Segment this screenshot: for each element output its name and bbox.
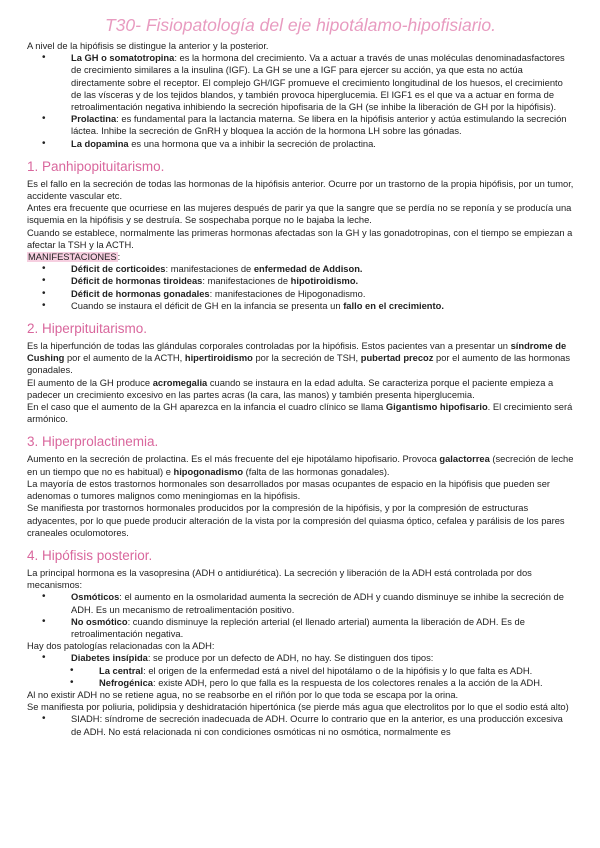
- list-item: • La GH o somatotropina: es la hormona del crecimiento. Va a actuar a través de unas moléculas denominadasfactores de crecimiento similares a la insulina (IGF). La GH se une a IGF para ejercer su acción, ya que esta no actúa directamente sobre el receptor. El complejo GH/IGF promueve el crecimiento longitudinal de los huesos, el crecimiento de las vísceras y de los tejidos blandos, y también provoca hiperglucemia. El IGF1 es el que va a actuar en forma de retroalimentación negativa inhibiendo la secreción hipofisaria de la GH (se inhibe la liberación de GH por la hipófisis).: [27, 52, 574, 113]
- section-heading: 4. Hipófisis posterior.: [27, 547, 153, 563]
- list-item: • Diabetes insípida: se produce por un defecto de ADH, no hay. Se distinguen dos tipos:: [27, 652, 574, 664]
- list-item: • Déficit de hormonas gonadales: manifestaciones de Hipogonadismo.: [27, 288, 574, 300]
- list-item: • Cuando se instaura el déficit de GH en la infancia se presenta un fallo en el crecimiento.: [27, 300, 574, 312]
- paragraph: Antes era frecuente que ocurriese en las mujeres después de parir ya que la sangre que se perdía no se reponía y se producía una isquemia en la hipófisis y se destruía. Se sospechaba porque no le bajaba la leche.: [27, 203, 572, 226]
- siadh-list: [27, 713, 574, 737]
- paragraph: El aumento de la GH produce acromegalia cuando se instaura en la edad adulta. Se caracteriza porque el paciente empieza a padecer un crecimiento excesivo en las partes acras (la cara, las manos) y también presenta hiperglucemia.: [27, 377, 554, 400]
- paragraph: Se manifiesta por trastornos hormonales producidos por la compresión de la hipófisis, y por la compresión de estructuras adyacentes, por lo que puede producir alteración de la vista por la compresión del quiasma óptico, cefalea y parálisis de los pares craneales oculomotores.: [27, 503, 565, 538]
- paragraph: Hay dos patologías relacionadas con la ADH:: [27, 641, 215, 652]
- list-item: • Osmóticos: el aumento en la osmolaridad aumenta la secreción de ADH y cuando disminuye se inhibe la secreción de ADH. Es un mecanismo de retroalimentación positivo.: [27, 591, 574, 615]
- paragraph: La mayoría de estos trastornos hormonales son desarrollados por masas ocupantes de espacio en la hipófisis que pueden ser adenomas o tumores malignos como meningiomas en la hipófisis.: [27, 478, 551, 502]
- section-heading: 1. Panhipopituitarismo.: [27, 158, 165, 174]
- paragraph: Cuando se establece, normalmente las primeras hormonas afectadas son la GH y las gonadotropinas, con el tiempo se empiezan a afectar la TSH y la ACTH.: [27, 227, 573, 250]
- manifestations-list: [27, 263, 574, 312]
- list-item: • La central: el origen de la enfermedad está a nivel del hipotálamo o de la hipófisis y lo que falta es ADH.: [27, 665, 574, 677]
- paragraph: Es la hiperfunción de todas las glándulas corporales controladas por la hipófisis. Estos pacientes van a presentar un síndrome de Cushing por el aumento de la ACTH, hipertiroidismo por la secreción de TSH, pubertad precoz por el aumento de las hormonas gonadales.: [27, 341, 571, 376]
- manifestaciones-label: MANIFESTACIONES:: [28, 252, 121, 263]
- paragraph: Es el fallo en la secreción de todas las hormonas de la hipófisis anterior. Ocurre por un trastorno de la propia hipófisis, por un tumor, accidente vascular etc.: [27, 178, 574, 202]
- list-item: • SIADH: síndrome de secreción inadecuada de ADH. Ocurre lo contrario que en la anterior, es una producción excesiva de ADH. No está relacionada ni con condiciones osmóticas ni no osmótica, normalmente es: [27, 713, 574, 737]
- list-item: • Prolactina: es fundamental para la lactancia materna. Se libera en la hipófisis anterior y actúa estimulando la secreción láctea. Inhibe la secreción de GnRH y bloquea la acción de la hormona LH sobre las gónadas.: [27, 113, 574, 137]
- section-heading: 3. Hiperprolactinemia.: [27, 434, 159, 450]
- paragraph: La principal hormona es la vasopresina (ADH o antidiurética). La secreción y liberación de la ADH está controlada por dos mecanismos:: [27, 567, 532, 591]
- mechanisms-list: [27, 591, 574, 640]
- section-heading: 2. Hiperpituitarismo.: [27, 321, 148, 337]
- intro-text: A nivel de la hipófisis se distingue la anterior y la posterior.: [27, 41, 269, 51]
- list-item: • Déficit de hormonas tiroideas: manifestaciones de hipotiroidismo.: [27, 275, 574, 287]
- intro-list: [27, 52, 574, 150]
- list-item: • Déficit de corticoides: manifestaciones de enfermedad de Addison.: [27, 263, 574, 275]
- paragraph: Aumento en la secreción de prolactina. Es el más frecuente del eje hipotálamo hipofisario. Provoca galactorrea (secreción de leche en un tiempo que no es habitual) e hipogonadismo (falta de las hormonas gonadales).: [27, 454, 574, 477]
- list-item: • Nefrogénica: existe ADH, pero lo que falla es la respuesta de los colectores renales a la acción de la ADH.: [27, 677, 574, 689]
- paragraph: Se manifiesta por poliuria, polidipsia y deshidratación hipertónica (se pierde más agua que electrolitos por lo que el sodio está alto): [27, 702, 569, 713]
- page-title: T30- Fisiopatología del eje hipotálamo-hipofisiario.: [104, 15, 497, 35]
- paragraph: En el caso que el aumento de la GH aparezca en la infancia el cuadro clínico se llama Gigantismo hipofisario. El crecimiento será armónico.: [27, 402, 573, 425]
- list-item: • No osmótico: cuando disminuye la repleción arterial (el llenado arterial) aumenta la liberación de ADH. Es de retroalimentación negativa.: [27, 616, 574, 640]
- list-item: • La dopamina es una hormona que va a inhibir la secreción de prolactina.: [27, 138, 574, 150]
- paragraph: Al no existir ADH no se retiene agua, no se reabsorbe en el riñón por lo que toda se escapa por la orina.: [27, 689, 459, 700]
- pathologies-list: [27, 652, 574, 689]
- highlight: MANIFESTACIONES: [28, 252, 117, 263]
